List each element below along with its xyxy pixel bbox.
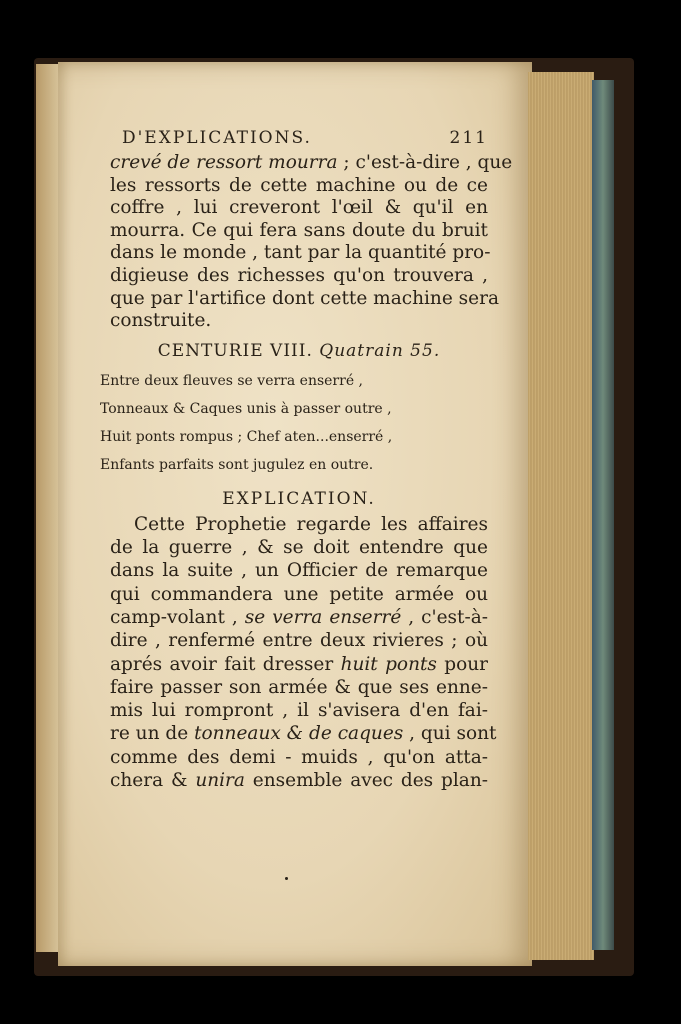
text-line: de la guerre , & se doit entendre que bbox=[110, 537, 488, 559]
text-line: faire passer son armée & que ses enne- bbox=[110, 676, 488, 698]
paragraph-1 bbox=[110, 152, 513, 333]
text-line: digieuse des richesses qu'on trouvera , bbox=[110, 264, 488, 286]
text-line: dans la suite , un Officier de remarque bbox=[110, 560, 488, 582]
italic-phrase: se verra enserré bbox=[244, 606, 402, 628]
running-title: D'EXPLICATIONS. bbox=[122, 128, 312, 148]
text-segment: camp-volant , bbox=[110, 606, 245, 628]
paragraph-2 bbox=[110, 513, 497, 793]
quatrain-verses bbox=[100, 367, 488, 479]
text-line: dans le monde , tant par la quantité pro- bbox=[110, 242, 491, 264]
italic-phrase: huit ponts bbox=[340, 653, 437, 675]
italic-phrase: tonneaux & de caques bbox=[194, 723, 404, 745]
verse-line: Entre deux fleuves se verra enserré , bbox=[100, 372, 364, 389]
text-segment: , c'est-à- bbox=[401, 606, 488, 628]
ink-speck bbox=[285, 877, 288, 880]
page-fore-edge bbox=[528, 72, 594, 960]
page-number: 211 bbox=[449, 128, 488, 148]
quatrain-heading bbox=[110, 341, 488, 361]
running-header bbox=[110, 128, 488, 152]
text-line: les ressorts de cette machine ou de ce bbox=[110, 174, 488, 196]
quatrain-label: Quatrain 55. bbox=[319, 340, 441, 361]
text-segment: aprés avoir fait dresser bbox=[110, 653, 341, 675]
text-segment: re un de bbox=[110, 723, 195, 745]
verse-line: Tonneaux & Caques unis à passer outre , bbox=[100, 400, 392, 417]
italic-phrase: unira bbox=[195, 770, 245, 792]
text-segment: pour bbox=[436, 653, 489, 675]
verse-line: Huit ponts rompus ; Chef aten...enserré , bbox=[100, 428, 393, 445]
text-line: qui commandera une petite armée ou bbox=[110, 583, 488, 605]
book-page bbox=[58, 62, 532, 966]
text-line: Cette Prophetie regarde les affaires bbox=[134, 513, 488, 535]
italic-phrase: crevé de ressort mourra bbox=[110, 152, 338, 173]
text-segment: , qui sont bbox=[403, 723, 497, 745]
explication-title: EXPLICATION. bbox=[222, 488, 376, 509]
left-page-edge bbox=[36, 64, 60, 952]
centurie-label: CENTURIE VIII. bbox=[157, 340, 313, 361]
text-line: mis lui rompront , il s'avisera d'en fai- bbox=[110, 700, 488, 722]
text-line bbox=[110, 722, 497, 745]
text-line: comme des demi - muids , qu'on atta- bbox=[110, 746, 488, 768]
text-line bbox=[110, 653, 488, 676]
text-line bbox=[110, 606, 488, 629]
text-line: coffre , lui creveront l'œil & qu'il en bbox=[110, 197, 488, 219]
page-content bbox=[100, 128, 513, 792]
text-line bbox=[110, 769, 488, 792]
text-line: construite. bbox=[110, 310, 212, 332]
text-segment: ensemble avec des plan- bbox=[244, 770, 489, 792]
text-line: mourra. Ce qui fera sans doute du bruit bbox=[110, 219, 488, 241]
text-line: que par l'artifice dont cette machine sera bbox=[110, 287, 499, 309]
text-line: dire , renfermé entre deux rivieres ; où bbox=[110, 630, 488, 652]
text-line: crevé de ressort mourra ; c'est-à-dire , que bbox=[110, 152, 513, 173]
marbled-cover-edge bbox=[592, 80, 614, 950]
verse-line: Enfants parfaits sont jugulez en outre. bbox=[100, 456, 374, 473]
text-segment: chera & bbox=[110, 770, 196, 792]
